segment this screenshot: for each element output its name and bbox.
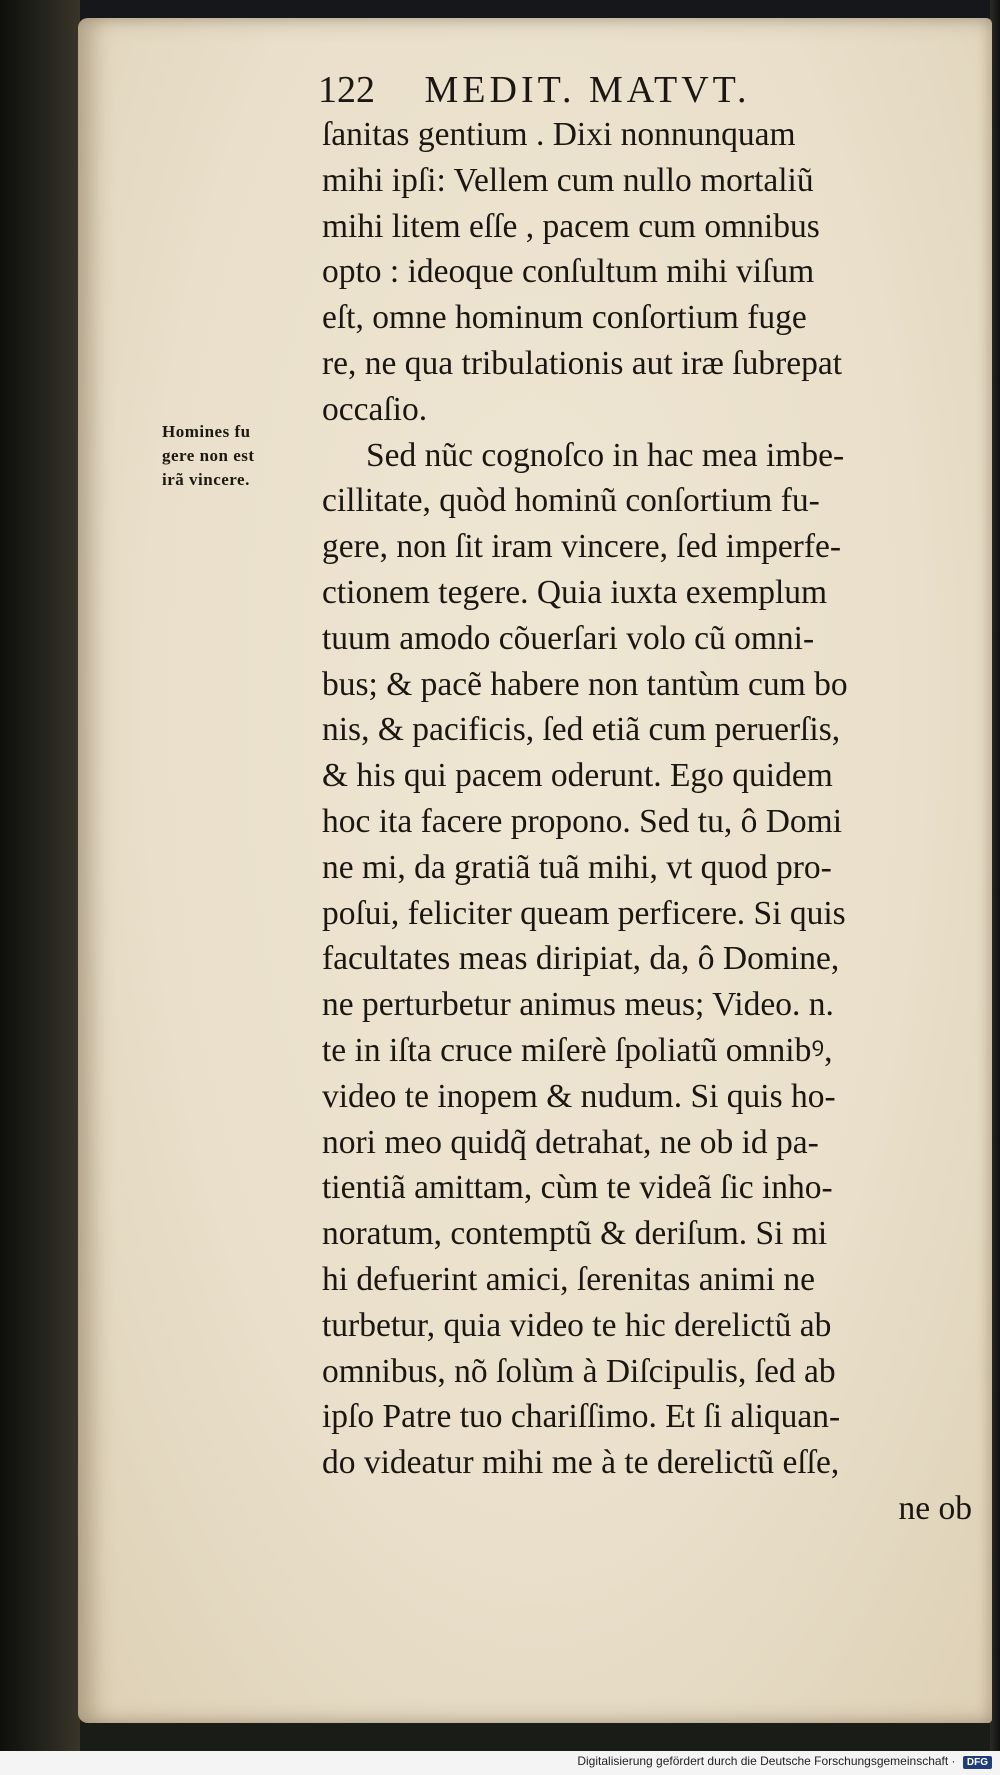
text-line: mihi litem eſſe , pacem cum omnibus: [322, 207, 820, 245]
text-line: nis, & pacificis, ſed etiã cum peruerſis,: [322, 711, 841, 749]
text-line: ſanitas gentium . Dixi nonnunquam: [322, 116, 796, 153]
digitization-credit: [577, 1754, 992, 1769]
text-line: noratum, contemptũ & deriſum. Si mi: [322, 1215, 828, 1253]
text-line: & his qui pacem oderunt. Ego quidem: [322, 757, 833, 795]
text-line: ctionem tegere. Quia iuxta exemplum: [322, 573, 828, 611]
text-line: mihi ipſi: Vellem cum nullo mortaliũ: [322, 161, 814, 199]
text-line: poſui, feliciter queam perficere. Si quis: [322, 894, 846, 932]
text-line: eſt, omne hominum conſortium fuge: [322, 299, 807, 337]
text-line: tuum amodo cõuerſari volo cũ omni-: [322, 619, 815, 657]
body-text: [322, 112, 972, 1532]
marginal-note-line: Homines fu: [162, 422, 251, 441]
marginal-note-line: gere non est: [162, 446, 255, 465]
book-spine-shadow: [0, 0, 80, 1775]
text-line: turbetur, quia video te hic derelictũ ab: [322, 1306, 832, 1344]
running-header: [318, 68, 751, 112]
text-line: re, ne qua tribulationis aut iræ ſubrepat: [322, 344, 843, 382]
text-line: nori meo quidq̃ detrahat, ne ob id pa-: [322, 1123, 819, 1161]
text-line: gere, non ſit iram vincere, ſed imperfe-: [322, 528, 842, 566]
text-line: ne perturbetur animus meus; Video. n.: [322, 986, 834, 1024]
credit-text: Digitalisierung gefördert durch die Deutsche Forschungsgemeinschaft ·: [577, 1754, 956, 1768]
text-line: omnibus, nõ ſolùm à Diſcipulis, ſed ab: [322, 1352, 836, 1390]
text-line: hoc ita facere propono. Sed tu, ô Domi: [322, 802, 843, 840]
text-line: tientiã amittam, cùm te videã ſic inho-: [322, 1169, 833, 1207]
running-title: MEDIT. MATVT.: [424, 69, 751, 111]
text-line: facultates meas diripiat, da, ô Domine,: [322, 940, 840, 978]
paragraph-start-line: Sed nũc cognoſco in hac mea imbe-: [366, 436, 845, 474]
catchword: ne ob: [898, 1489, 972, 1527]
text-line: bus; & pacẽ habere non tantùm cum bo: [322, 665, 848, 703]
text-line: occaſio.: [322, 390, 428, 428]
text-line: do videatur mihi me à te derelictũ eſſe,: [322, 1444, 840, 1482]
text-line: hi defuerint amici, ſerenitas animi ne: [322, 1260, 816, 1298]
dfg-logo: DFG: [963, 1756, 992, 1769]
text-line: ne mi, da gratiã tuã mihi, vt quod pro-: [322, 848, 832, 886]
text-line: opto : ideoque conſultum mihi viſum: [322, 253, 815, 291]
text-line: ipſo Patre tuo chariſſimo. Et ſi aliquan-: [322, 1398, 841, 1436]
text-line: video te inopem & nudum. Si quis ho-: [322, 1077, 836, 1115]
text-line: cillitate, quòd hominũ conſortium fu-: [322, 482, 820, 520]
marginal-note-line: irã vincere.: [162, 470, 250, 489]
text-line: te in iſta cruce miſerè ſpoliatũ omnibꝰ,: [322, 1031, 833, 1069]
marginal-note: [162, 420, 322, 492]
page-number: 122: [318, 69, 375, 111]
